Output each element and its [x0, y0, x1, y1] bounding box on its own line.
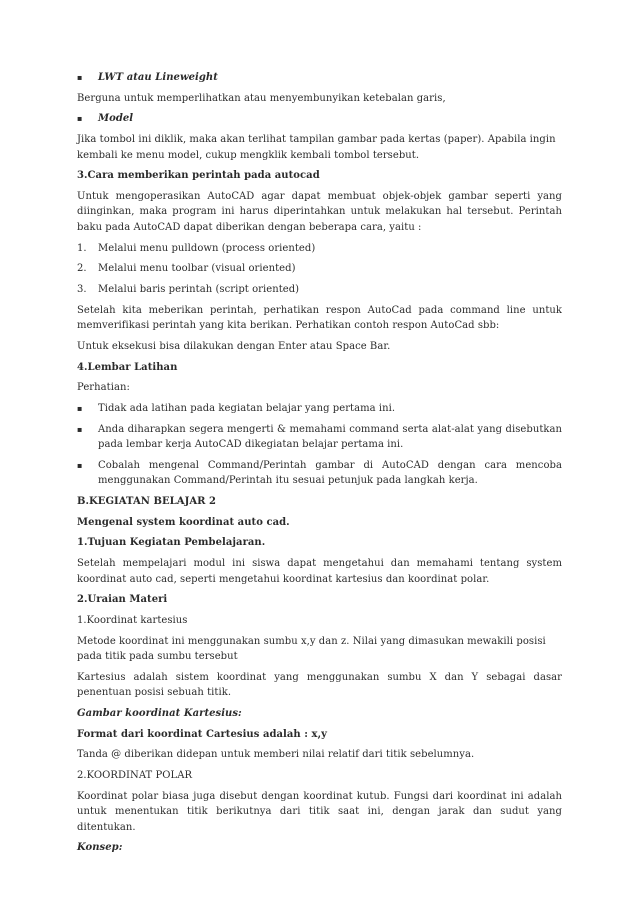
item-text: Melalui menu toolbar (visual oriented)	[98, 263, 296, 275]
bullet-item	[77, 70, 562, 86]
paragraph: 1.Koordinat kartesius	[77, 614, 188, 626]
item-text: Melalui menu pulldown (process oriented)	[98, 242, 316, 254]
item-number: 2.	[77, 263, 87, 275]
paragraph: Berguna untuk memperlihatkan atau menyembunyikan ketebalan garis,	[77, 92, 446, 104]
section-heading: Mengenal system koordinat auto cad.	[77, 516, 290, 528]
paragraph: Tanda @ diberikan didepan untuk memberi nilai relatif dari titik sebelumnya.	[77, 749, 475, 761]
item-text: Anda diharapkan segera mengerti & memahami command serta alat-alat yang disebutkan pada lembar kerja AutoCAD dikegiatan belajar pertama ini.	[98, 423, 562, 451]
section-heading: B.KEGIATAN BELAJAR 2	[77, 496, 217, 507]
bullet-marker: ▪	[77, 114, 83, 124]
paragraph: Setelah mempelajari modul ini siswa dapat mengetahui dan memahami tentang system koordinat auto cad, seperti mengetahui koordinat kartesius dan koordinat polar.	[77, 558, 562, 585]
section-heading: Konsep:	[77, 842, 123, 854]
bullet-marker: ▪	[77, 403, 83, 413]
bullet-marker: ▪	[77, 460, 83, 470]
numbered-item	[77, 261, 562, 277]
paragraph: Setelah kita meberikan perintah, perhatikan respon AutoCad pada command line untuk memverifikasi perintah yang kita berikan. Perhatikan contoh respon AutoCad sbb:	[77, 304, 562, 332]
item-number: 3.	[77, 284, 87, 295]
bullet-marker: ▪	[77, 73, 83, 82]
item-text: LWT atau Lineweight	[98, 72, 218, 83]
item-text: Melalui baris perintah (script oriented)	[98, 284, 300, 295]
paragraph: Koordinat polar biasa juga disebut dengan koordinat kutub. Fungsi dari koordinat ini adalah untuk menentukan titik berikutnya dari titik saat ini, dengan jarak dan sudut yang ditentukan.	[77, 790, 562, 833]
paragraph: 2.KOORDINAT POLAR	[77, 770, 193, 782]
bullet-item	[77, 458, 562, 489]
paragraph: Kartesius adalah sistem koordinat yang menggunakan sumbu X dan Y sebagai dasar penentuan posisi sebuah titik.	[77, 671, 562, 699]
section-heading: 1.Tujuan Kegiatan Pembelajaran.	[77, 537, 266, 549]
bullet-marker: ▪	[77, 424, 83, 434]
paragraph: Metode koordinat ini menggunakan sumbu x,y dan z. Nilai yang dimasukan mewakili posisi pada titik pada sumbu tersebut	[77, 635, 546, 663]
item-text: Cobalah mengenal Command/Perintah gambar di AutoCAD dengan cara mencoba menggunakan Command/Perintah itu sesuai petunjuk pada langkah kerja.	[98, 459, 562, 487]
bullet-item	[77, 422, 562, 453]
paragraph: Untuk eksekusi bisa dilakukan dengan Enter atau Space Bar.	[77, 340, 391, 352]
section-heading: Gambar koordinat Kartesius:	[77, 708, 242, 719]
section-heading: 4.Lembar Latihan	[77, 361, 178, 373]
item-text: Tidak ada latihan pada kegiatan belajar yang pertama ini.	[98, 402, 396, 414]
item-number: 1.	[77, 242, 87, 254]
document-page	[77, 70, 562, 861]
item-text: Model	[98, 113, 134, 125]
section-heading: Format dari koordinat Cartesius adalah : x,y	[77, 728, 327, 740]
bullet-item	[77, 111, 562, 127]
section-heading: 3.Cara memberikan perintah pada autocad	[77, 170, 320, 182]
paragraph: Perhatian:	[77, 382, 130, 394]
bullet-item	[77, 401, 562, 417]
numbered-item	[77, 241, 562, 257]
paragraph: Jika tombol ini diklik, maka akan terlihat tampilan gambar pada kertas (paper). Apabila ingin kembali ke menu model, cukup mengklik kembali tombol tersebut.	[77, 134, 556, 161]
numbered-item	[77, 282, 562, 298]
section-heading: 2.Uraian Materi	[77, 594, 168, 606]
paragraph: Untuk mengoperasikan AutoCAD agar dapat membuat objek-objek gambar seperti yang diinginkan, maka program ini harus diperintahkan untuk melakukan hal tersebut. Perintah baku pada AutoCAD dapat diberikan dengan beberapa cara, yaitu :	[77, 190, 562, 233]
